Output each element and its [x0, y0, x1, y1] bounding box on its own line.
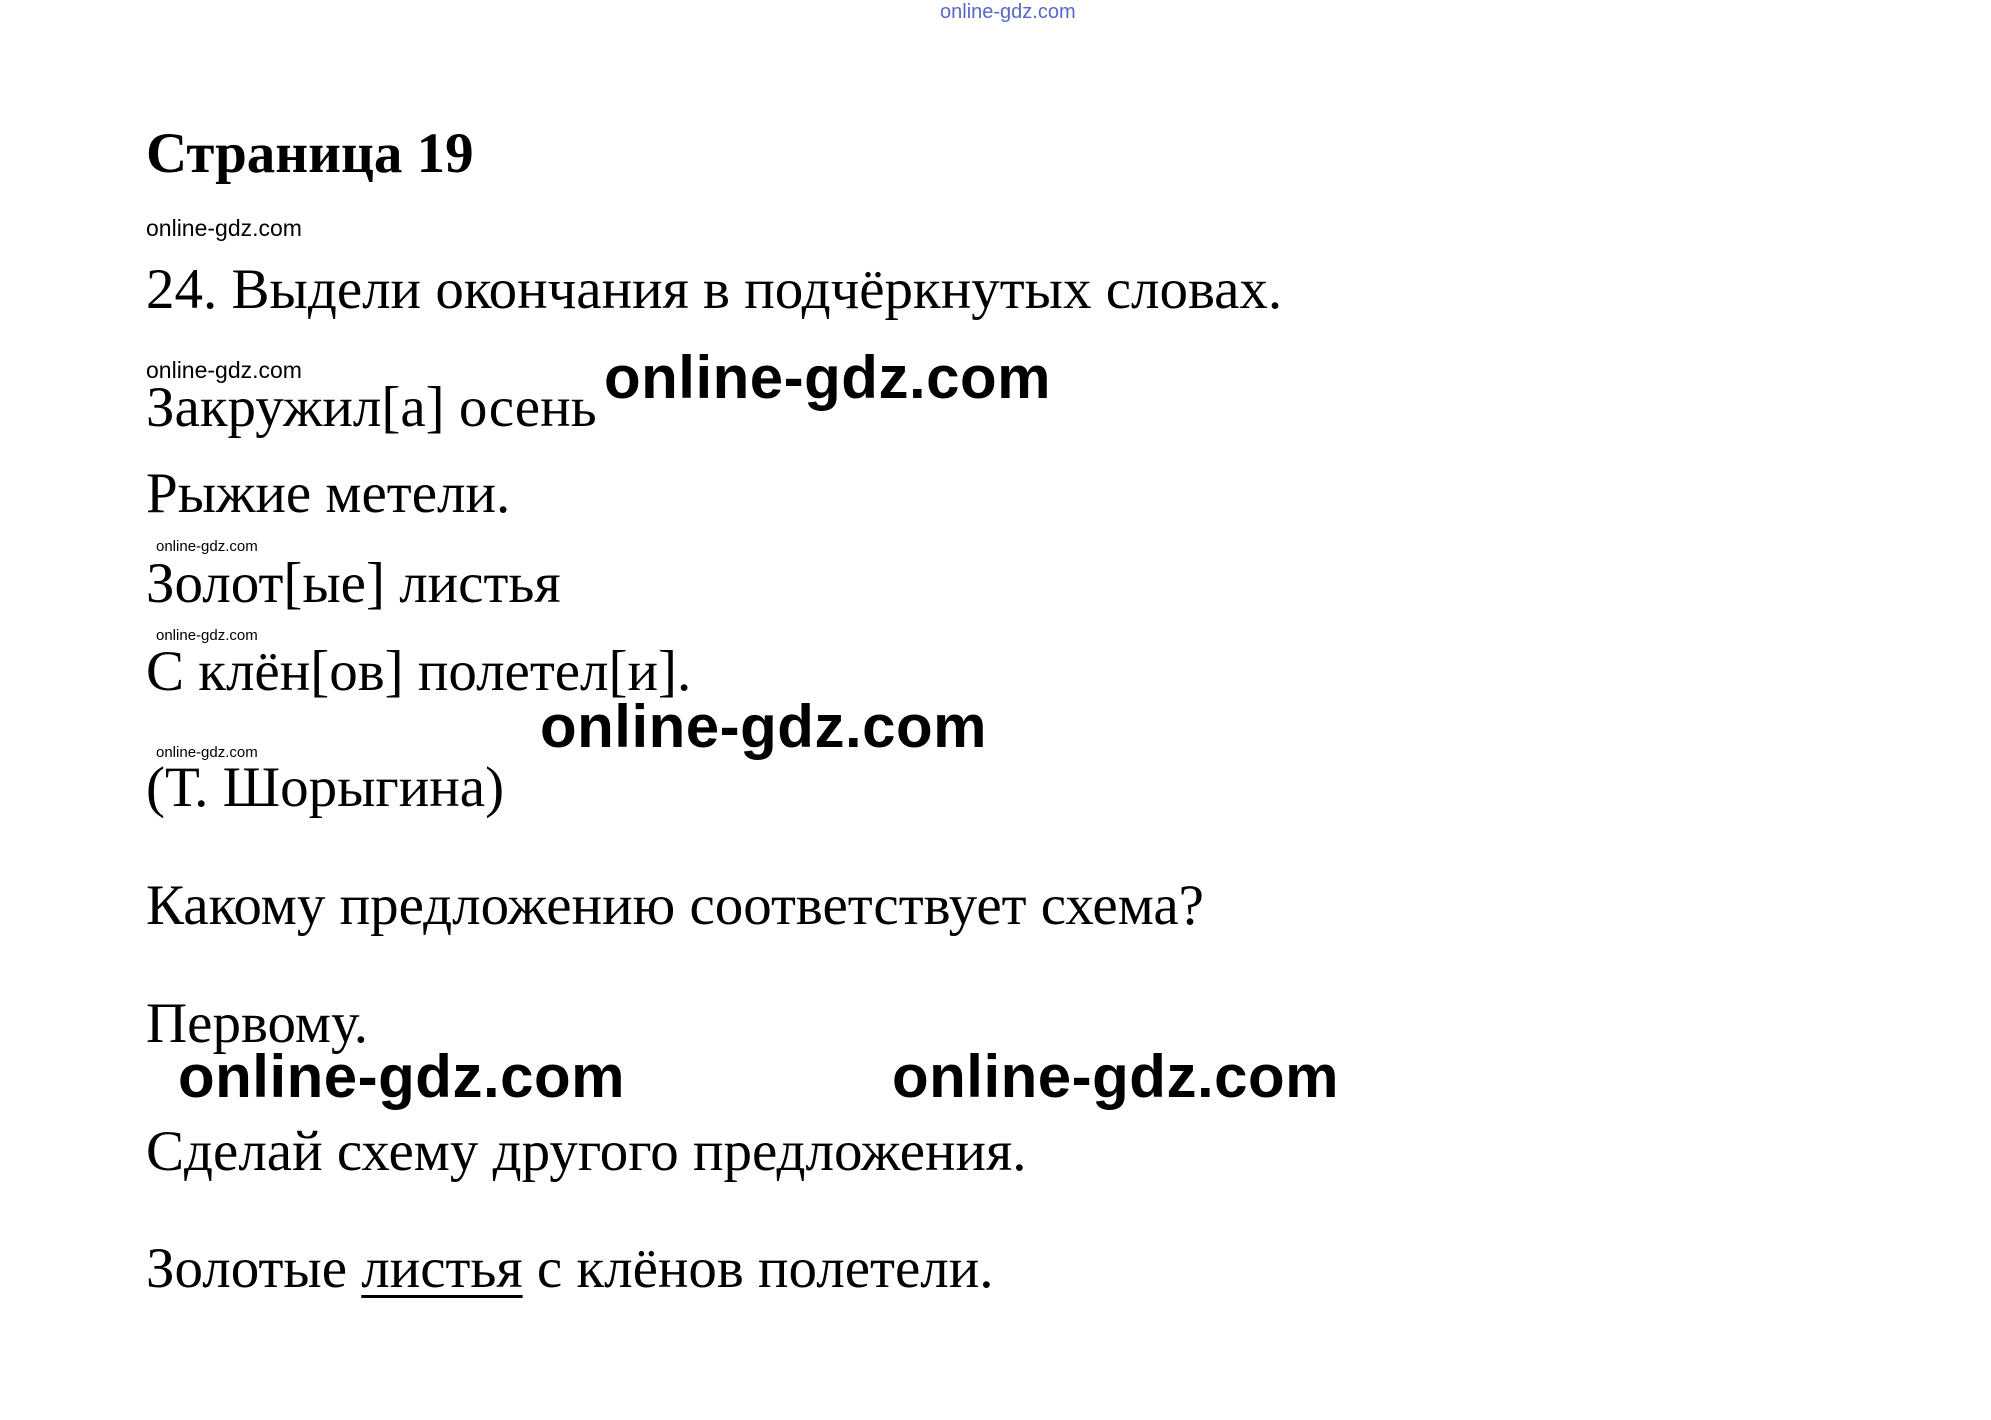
answer-word: с клёнов полетели.: [522, 1237, 994, 1300]
answer-word: Золотые: [146, 1237, 362, 1300]
watermark-large: online-gdz.com: [540, 693, 987, 760]
question-text: Какому предложению соответствует схема?: [146, 874, 1204, 937]
answer-sentence: [146, 1235, 993, 1303]
watermark-small: online-gdz.com: [146, 357, 302, 383]
page-heading: Страница 19: [146, 122, 474, 185]
task-text: 24. Выдели окончания в подчёркнутых словах.: [146, 258, 1283, 321]
underlined-subject: листья: [361, 1237, 523, 1300]
watermark-large: online-gdz.com: [604, 344, 1051, 411]
watermark-tiny: online-gdz.com: [156, 538, 258, 555]
poem-line: Рыжие метели.: [146, 462, 511, 525]
watermark-large: online-gdz.com: [892, 1043, 1339, 1110]
watermark-top: online-gdz.com: [940, 1, 1076, 23]
question-text: Сделай схему другого предложения.: [146, 1120, 1027, 1183]
watermark-tiny: online-gdz.com: [156, 744, 258, 761]
poem-line: С клён[ов] полетел[и].: [146, 640, 692, 703]
watermark-tiny: online-gdz.com: [156, 627, 258, 644]
poem-line: Закружил[а] осень: [146, 376, 597, 439]
poem-author: (Т. Шорыгина): [146, 756, 505, 819]
poem-line: Золот[ые] листья: [146, 552, 561, 615]
watermark-large: online-gdz.com: [178, 1043, 625, 1110]
watermark-small: online-gdz.com: [146, 215, 302, 241]
answer-text: Первому.: [146, 992, 369, 1055]
